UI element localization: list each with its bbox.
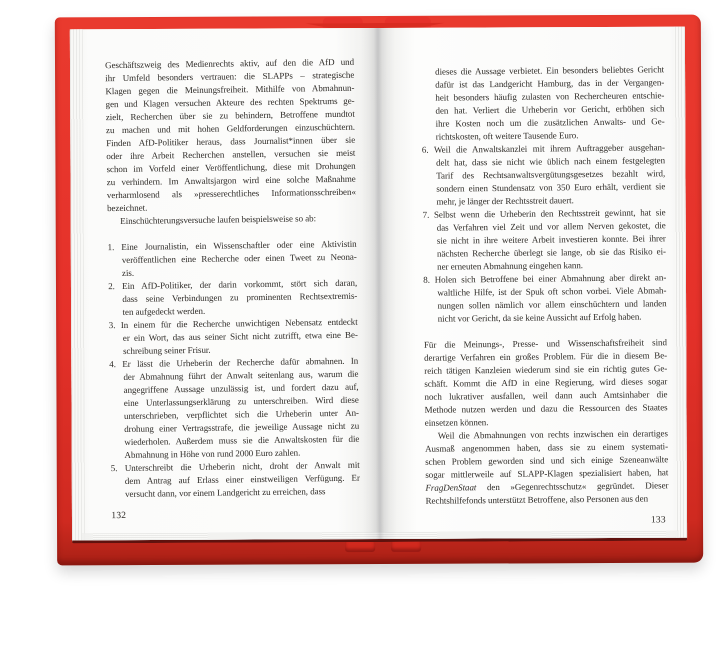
text-line: dieses die Aussage verbietet. Ein besonders beliebtes Gericht [435,64,665,77]
text-line: einsetzen können. [424,417,489,428]
text-line: verharmlosend als »presserechtliches Informationsschreiben« [106,186,356,201]
text-line: der Abmahnung führt der Anwalt seitenlang aus, warum die [123,368,359,382]
right-page-lines [421,63,669,508]
text-line: mehr, je länger der Rechtsstreit dauert. [436,195,574,207]
page-number-right: 133 [650,515,666,526]
book-pages [70,27,687,544]
text-line: heit besonders häufig zulasten von Rechercheuren entschie- [435,90,665,103]
text-line: Ausmaß angenommen haben, dass sie zu einem systemati- [424,441,669,454]
text-line: eine Unterlassungserklärung zu unterschreiben. Wird diese [123,394,359,408]
text-line: Klagen gegen die Meinungsfreiheit. Mithilfe von Abmahnun- [105,82,355,97]
left-page-lines [105,56,360,501]
text-line: ner erneuten Abmahnung eingehen kann. [437,260,584,272]
text-line: Methode nutzen werden und dazu die Ressourcen des Staates [424,402,668,415]
text-line: schen Problem geworden sind und sich einige Szeneanwälte [425,454,669,467]
text-line: 2. Ein AfD-Politiker, der darin vorkommt, stört sich daran, [108,277,358,292]
text-line: waltliche Hilfe, ist der Spuk oft schon vorbei. Viele Abmah- [437,285,667,298]
open-book [55,15,703,566]
text-line: Tarif des Rechtsanwaltsvergütungsgesetzes bezahlt wird, [436,168,666,181]
text-line: 3. In einem für die Recherche unwichtigen Nebensatz entdeckt [108,316,358,331]
text-line: dass seine Verbindungen zu prominenten Rechtsextremis- [122,290,358,304]
text-line: Abmahnung in Höhe von rund 2000 Euro zahlen. [124,447,301,460]
text-line: 8. Holen sich Betroffene bei einer Abmahnung aber direkt an- [423,272,667,285]
text-line: 7. Selbst wenn die Urheberin den Rechtsstreit gewinnt, hat sie [422,207,666,220]
text-line: veröffentlichen eine Recherche oder einen Tweet zu Neona- [121,251,357,265]
text-line: ihr Umfeld besonders vertrauen: die SLAPPs – strategische [105,69,355,84]
text-line: drohung einer Vertragsstrafe, die jeweilige Aussage nicht zu [124,420,360,434]
text-line: zu machen und mit hohen Geldforderungen einzuschüchtern. [105,121,356,136]
text-line: 1. Eine Journalistin, ein Wissenschaftler oder eine Aktivistin [107,238,357,253]
text-line: ihre Kosten noch um die zusätzlichen Anwalts- und Ge- [435,116,665,129]
text-line: oder ihre Arbeit Recherchen anstellen, versuchen sie meist [106,147,356,162]
text-line: Weil die Abmahnungen von rechts inzwischen ein derartiges [437,428,668,441]
right-page-text [421,63,669,530]
text-line: ten aufgedeckt werden. [122,305,206,317]
text-line: versucht dann, vor einem Landgericht zu erreichen, dass [124,486,326,499]
text-line: sogar mittlerweile auf SLAPP-Klagen spezialisiert haben, hat [425,467,669,480]
text-line: zu verhindern. Im Anwaltsjargon wird eine solche Maßnahme [106,173,356,188]
spine-shadow [360,28,396,539]
text-line: schreibung seiner Frisur. [122,344,211,356]
text-line: schäft. Kommt die AfD in eine Regierung, wird dieses sogar [424,376,668,389]
text-line: er ein Wort, das aus seiner Sicht nicht zutrifft, etwa eine Be- [122,329,358,343]
text-line: 6. Weil die Anwaltskanzlei mit ihrem Auftraggeber ausgehan- [421,142,665,155]
text-line: Einschüchterungsversuche laufen beispielsweise so ab: [120,213,317,226]
text-line: angegriffene Aussage unzulässig ist, und fordert dazu auf, [123,381,359,395]
text-line: zis. [121,267,135,278]
text-line: zielt, Recherchen über sie zu behindern, Betroffene mundtot [105,108,355,123]
text-line: nächsten Recherche überlegt sie lange, ob sie das Risiko ei- [436,246,667,259]
text-line: sie nicht in ihre weitere Arbeit investieren konnte. Bei ihrer [436,233,666,246]
text-line: dafür ist das Landgericht Hamburg, das in der Vergangen- [435,77,665,90]
text-line: das Verfahren viel Zeit und vor allem Nerven gekostet, die [436,220,666,233]
text-line: dem Antrag auf Erlass einer einstweiligen Verfügung. Er [124,472,360,486]
text-line: nungen sollen nämlich vor allem einschüchtern und landen [437,298,667,311]
left-page-text [105,56,360,523]
text-line: reich tätigen Kanzleien wiederum sind sie ein richtig gutes Ge- [424,363,668,376]
text-line: Rechtshilfefonds unterstützt Betroffene, also Personen aus den [425,493,649,506]
text-line: unterschrieben, verpflichtet sich die Urheberin unter An- [123,407,360,421]
text-line: wiederholen. Außerdem muss sie die Anwaltskosten für die [124,433,360,447]
page-edges-left [70,29,85,540]
text-line: schon im Vorfeld einer Veröffentlichung, diese mit Drohungen [106,160,356,175]
text-line: richtskosten, oft weitere Tausende Euro. [435,130,579,142]
text-line: 5. Unterschreibt die Urheberin nicht, droht der Anwalt mit [110,459,360,474]
text-line: sondern einen Stundensatz von 350 Euro erhält, verdient sie [436,181,666,194]
text-line: FragDenStaat den »Gegenrechtsschutz« gegründet. Dieser [425,480,669,493]
text-line: gen und Klagen versuchen Akteure des rechten Spektrums ge- [105,95,355,110]
text-line: nicht vor Gericht, da sie keine Aussicht auf Erfolg haben. [437,311,642,324]
text-line: delt hat, dass sie nicht wie üblich nach einem festgelegten [435,155,666,168]
text-line: noch lukrativer ausfallen, weil dann auch Amtsinhaber die [424,389,668,402]
text-line: Geschäftszweig des Medienrechts aktiv, auf den die AfD und [105,56,355,71]
text-line: Für die Meinungs-, Presse- und Wissenschaftsfreiheit sind [423,337,667,350]
text-line: 4. Er lässt die Urheberin der Recherche dafür abmahnen. In [109,355,359,370]
text-line: derartige Verfahren ein großes Problem. Für die in diesem Be- [424,350,668,363]
page-number-left: 132 [111,510,127,522]
page-edges-right [674,27,687,538]
text-line: Finden AfD-Politiker heraus, dass Journalist*innen über sie [106,134,356,149]
text-line: bezeichnet. [107,202,148,214]
text-line: den hat. Verliert die Urheberin vor Gericht, erhöhen sich [435,103,665,116]
